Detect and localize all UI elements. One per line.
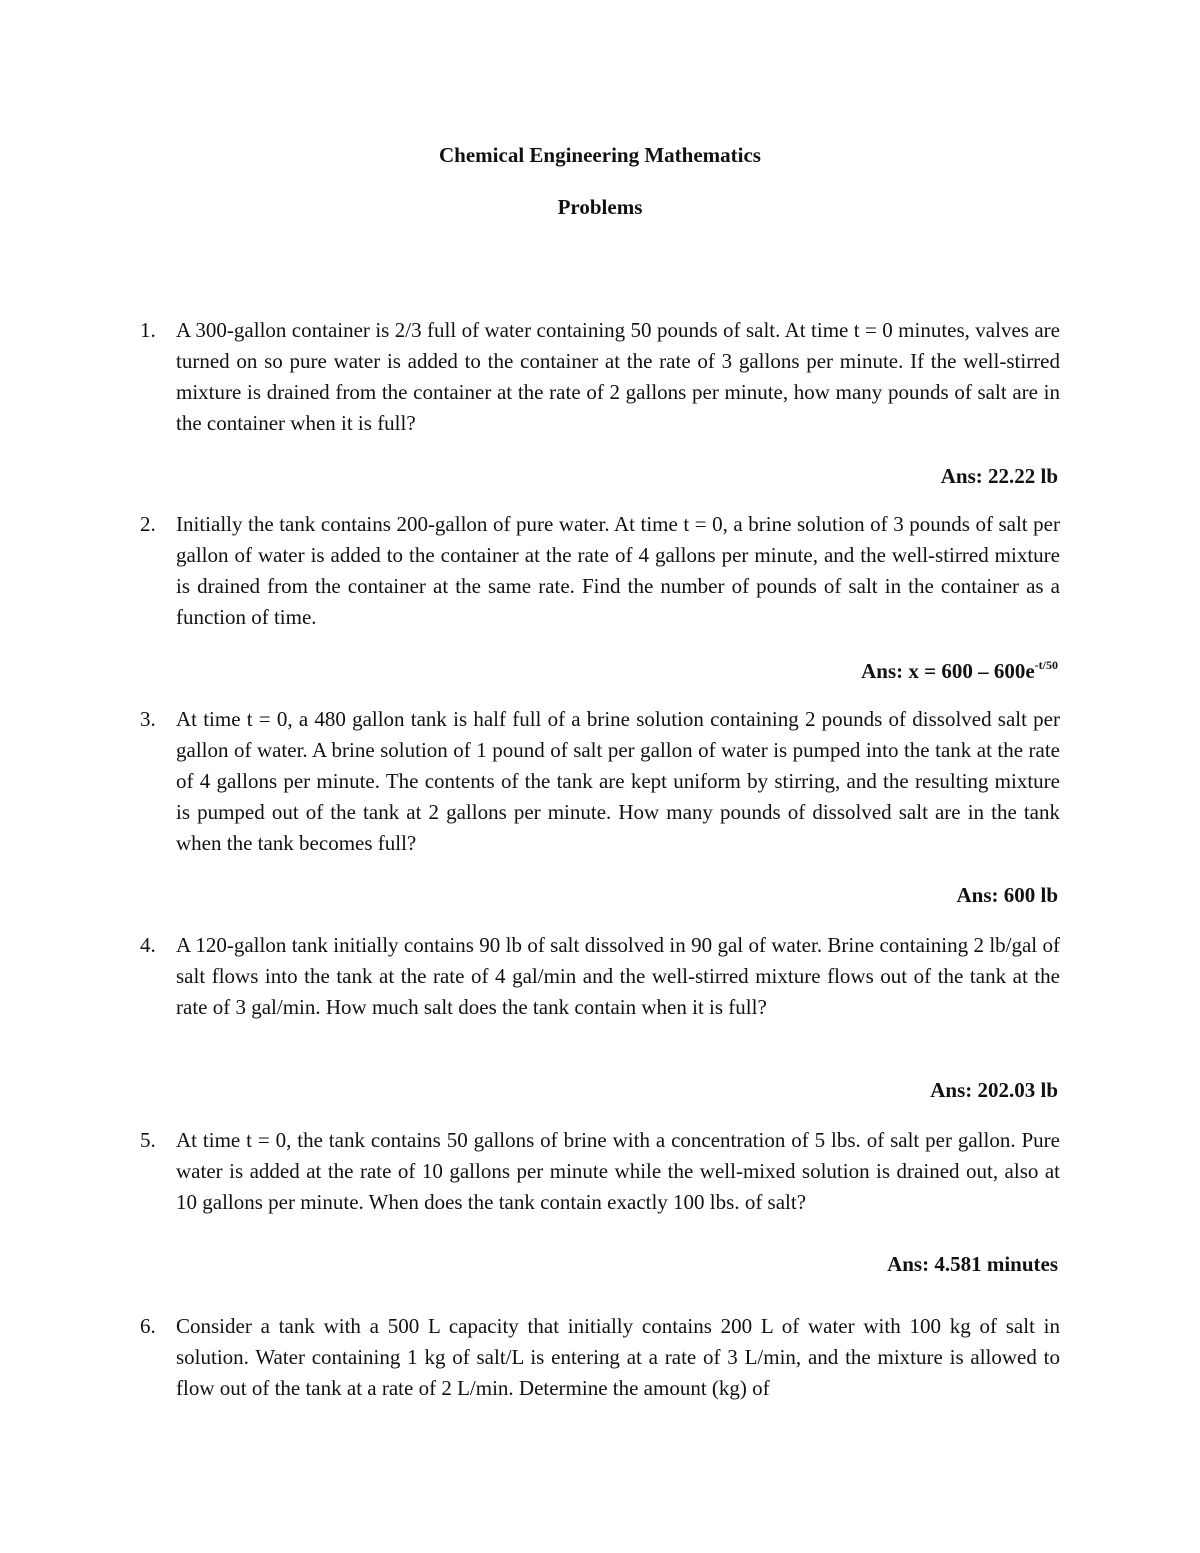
problem-6 [140, 1311, 1060, 1404]
document-title: Chemical Engineering Mathematics [439, 143, 761, 167]
problem-1 [140, 315, 1060, 439]
answer-4: Ans: 202.03 lb [930, 1078, 1058, 1102]
answer-5: Ans: 4.581 minutes [887, 1252, 1058, 1276]
problem-number: 4. [140, 933, 156, 957]
problem-text: At time t = 0, the tank contains 50 gallons of brine with a concentration of 5 lbs. of salt per gallon. Pure water is added at the rate of 10 gallons per minute while the well-mixed solution is drained out, also at 10 gallons per minute. When does the tank contain exactly 100 lbs. of salt? [176, 1128, 1060, 1214]
problem-text: Initially the tank contains 200-gallon of pure water. At time t = 0, a brine solution of 3 pounds of salt per gallon of water is added to the container at the rate of 4 gallons per minute, and the well-stirred mixture is drained from the container at the same rate. Find the number of pounds of salt in the container as a function of time. [176, 512, 1060, 629]
problem-2 [140, 509, 1060, 633]
problem-number: 2. [140, 512, 156, 536]
answer-2 [861, 658, 1058, 684]
answer-exponent: -t/50 [1034, 658, 1058, 672]
problem-text: A 120-gallon tank initially contains 90 lb of salt dissolved in 90 gal of water. Brine containing 2 lb/gal of salt flows into the tank at the rate of 4 gal/min and the well-stirred mixture flows out of the tank at the rate of 3 gal/min. How much salt does the tank contain when it is full? [176, 933, 1060, 1019]
problem-text: Consider a tank with a 500 L capacity that initially contains 200 L of water with 100 kg of salt in solution. Water containing 1 kg of salt/L is entering at a rate of 3 L/min, and the mixture is allowed to flow out of the tank at a rate of 2 L/min. Determine the amount (kg) of [176, 1314, 1060, 1400]
problem-3 [140, 704, 1060, 859]
problem-5 [140, 1125, 1060, 1218]
problem-number: 1. [140, 318, 156, 342]
problem-4 [140, 930, 1060, 1023]
problem-text: At time t = 0, a 480 gallon tank is half full of a brine solution containing 2 pounds of dissolved salt per gallon of water. A brine solution of 1 pound of salt per gallon of water is pumped into the tank at the rate of 4 gallons per minute. The contents of the tank are kept uniform by stirring, and the resulting mixture is pumped out of the tank at 2 gallons per minute. How many pounds of dissolved salt are in the tank when the tank becomes full? [176, 707, 1060, 855]
document-subtitle: Problems [557, 195, 643, 219]
problem-number: 5. [140, 1128, 156, 1152]
problem-number: 6. [140, 1314, 156, 1338]
answer-text: Ans: x = 600 – 600e [861, 659, 1035, 683]
problem-number: 3. [140, 707, 156, 731]
answer-3: Ans: 600 lb [956, 883, 1058, 907]
problem-text: A 300-gallon container is 2/3 full of water containing 50 pounds of salt. At time t = 0 minutes, valves are turned on so pure water is added to the container at the rate of 3 gallons per minute. If the well-stirred mixture is drained from the container at the rate of 2 gallons per minute, how many pounds of salt are in the container when it is full? [176, 318, 1060, 435]
answer-1: Ans: 22.22 lb [940, 464, 1058, 488]
